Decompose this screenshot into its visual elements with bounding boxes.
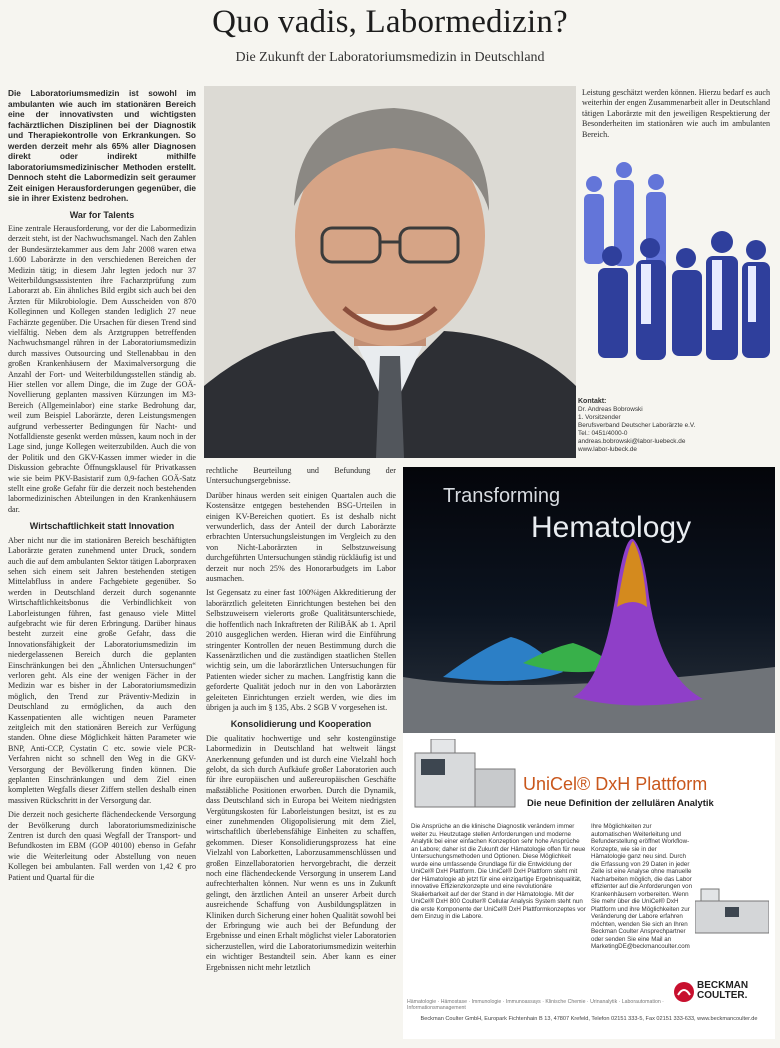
contact-box: [578, 398, 768, 454]
advertisement: [403, 467, 775, 1039]
contact-name: Dr. Andreas Bobrowski: [578, 406, 643, 413]
right-column: [582, 88, 770, 144]
contact-email[interactable]: andreas.bobrowski@labor-luebeck.de: [578, 438, 686, 445]
ad-text-right: Ihre Möglichkeiten zur automatischen Weiterleitung und Befunderstellung eröffnet Workflow-Konzepte, wie sie in der Hämatologie ganz neu sind. Durch die Erfassung von 29 Daten in jeder Zelle ist eine Analyse ohne manuelle Nacharbeiten möglich, die das Labor effizienter auf die Anforderungen von Krankenhäusern vorbereiten. Wenn Sie mehr über die UniCel® DxH Plattform und ihre Möglichkeiten zur Veränderung der Labore erfahren möchten, wenden Sie sich an Ihren Beckman Coulter Ansprechpartner oder senden Sie eine Mail an MarketingDE@beckmancoulter.com: [591, 823, 693, 950]
paragraph-wirtschaftlichkeit-2: Die derzeit noch gesicherte flächendeckende Versorgung der Bevölkerung durch laboratoriumsmedizinische Zentren ist durch den quasi Wegfall der Transport- und Befundkosten im EBM (GOP 40100) ebenso in Gefahr wie die Weiterleitung oder Abstellung von neuen Kollegen bei ambulanten. Fall werden von 1,42 € pro Patient und Quartal für die: [8, 810, 196, 882]
contact-role: 1. Vorsitzender: [578, 414, 621, 421]
paragraph-wirtschaftlichkeit: Aber nicht nur die im stationären Bereich beschäftigten Laborärzte geraten zunehmend unter Druck, sondern auch die auf dem ambulanten Sektor tätigen Laborpraxen sehen sich einem seit Jahren bestehenden stetigen Mittelabfluss in andere Fachgebiete gegenüber. So werden in Deutschland derzeit durch sogenannte Wirtschaftlichkeitsbonus die Verbindlichkeit von Laborleistungen führen, fast genauso viele Mittel aufgebracht wie für deren Erbringung. Darüber hinaus besteht zurzeit eine große Gefahr, dass die Innovationsfähigkeit der Laboratoriumsmedizin im niedergelassenen Bereich durch die geplanten Einschränkungen bei den „Ähnlichen Untersuchungen“ verloren geht. Als eine der wenigen Fächer in der Medizin war es bisher in der Laboratoriumsmedizin möglich, den Trend zur Präventiv-Medizin in Deutschland zu ermöglichen, da auch den Kassenpatienten alle wichtigen neuen Parameter zeitgleich mit den stationären Bereich zur Verfügung standen. Ohne diese Möglichkeit hätten Parameter wie BNP, Anti-CCP, Cystatin C etc. sowie viele PCR-Verfahren nicht so schnell den Weg in die GKV-Versorgung der Bevölkerung finden können. Die geplanten Einschränkungen und dem Ziel einen kompletten Wegfalls dieser Ziffern stellen deshalb einen massiven Rückschritt in der Versorgung dar.: [8, 535, 196, 805]
paragraph-konsolidierung: Die qualitativ hochwertige und sehr kostengünstige Labormedizin in Deutschland hat weltweit längst Anerkennung gefunden und ist durch eine Vielzahl hoch gelobt, da sich durch Aufkäufe großer Laboratorien auch für ihre europäischen und außereuropäischen Geschäfte maßstäbliche Positionen erworben. Durch die Dynamik, dass Deutschland sich in Europa bei Weitem niedrigsten Vergütungskosten für Laborleistungen besitzt, ist es zu einer zunehmenden Oligopolisierung mit dem Ziel, wirtschaftlich überlebensfähige Einheiten zu schaffen, gekommen. Dieser Konsolidierungsprozess hat eine Vielzahl von Laborketten, Laborzusammenschlüssen und großen Einzellaboratorien hervorgebracht, die derzeit noch eine flächendeckende Versorgung in unserem Land aufrechterhalten können. Nur wenn es uns in Zukunft gelingt, den ärztlichen Anteil an unserer Arbeit durch ausreichende Schaffung von Ausbildungsplätzen in Kliniken durch Sicherung einer hohen Qualität sowohl bei der Erbringung wie auch bei der Befundung der Ergebnisse und einen Erhalt möglichst vieler Laboratorien sicherzustellen, wird die Laboratoriumsmedizin weiterhin ein wichtiger Bestandteil sein. Aber kann es einer Ergebnissen nicht mehr letztlich: [206, 733, 396, 972]
ad-lab-line-illustration: [695, 881, 769, 937]
ad-product-name: UniCel® DxH Plattform: [523, 774, 708, 794]
paragraph-right-column: Leistung geschätzt werden können. Hierzu bedarf es auch weiterhin der engen Zusammenarbeit aller in Deutschland tätigen Laborärzte mit den jeweiligen Respektierung der Besonderheiten im stationären wie auch im ambulanten Bereich.: [582, 88, 770, 139]
portrait-photo: [204, 86, 576, 458]
ad-text-left: Die Ansprüche an die klinische Diagnostik verändern immer weiter zu. Heutzutage stellen Anforderungen und moderne Analytik bei einer einfachen Konzeption sehr hohe Ansprüche an Labore; daher ist die Zukunft der Hämatologie offen für neue Untersuchungsmethoden und Optionen. Diese Möglichkeit wurde eine umfassende Grundlage für die Entwicklung der UniCel® DxH Plattform. Die UniCel® DxH Plattform steht mit der Hämatologie ab jetzt für eine einzigartige Ergebnisqualität, innovative Effizienzkonzepte und eine revolutionäre Skalierbarkeit auf der der Stand in der Hämatologie. Mit der UniCel® DxH 800 Coulter® Cellular Analysis System steht nun die erste Komponente der UniCel® DxH Plattformkonzeptes vor dem Einzug in die Labore.: [411, 823, 586, 920]
paragraph-middle-1: rechtliche Beurteilung und Befundung der Untersuchungsergebnisse.: [206, 466, 396, 486]
article-headline: Quo vadis, Labormedizin?: [212, 4, 568, 40]
paragraph-middle-3: Ist Gegensatz zu einer fast 100%igen Akkreditierung der laborärztlich geleiteten Einrichtungen bestehen bei den Selbstzuweisern vielerorts große Qualitätsunterschiede, die hoffentlich nach Inkraftreten der RiliBÄK ab 1. April 2010 ausgeglichen werden. Hieran wird die Einführung stringenter Kontrollen der neuen Bestimmung durch die Kassenärztlichen und die zuständigen staatlichen Stellen wichtig sein, um die laborärztlichen Untersuchungen für Patienten wieder sicher zu machen. Langfristig kann die geforderte Qualität jedoch nur in den von Laborärzten geleiteten Einrichtungen erzielt werden, wie dies im übrigen ja auch im § 135, Abs. 2 SGB V vorgesehen ist.: [206, 588, 396, 712]
contact-organization: Berufsverband Deutscher Laborärzte e.V.: [578, 422, 696, 429]
paragraph-middle-2: Darüber hinaus werden seit einigen Quartalen auch die Kostensätze entgegen bestehenden BSG-Urteilen in einigen KV-Bereichen quotiert. Es ist deshalb nicht verwunderlich, dass der Anteil der durch Laborärzte erbrachten Untersuchungsleistungen im Vergleich zu den von Nicht-Laborärzten in Selbstzuweisung durchgeführten Untersuchungen ständig rückläufig ist und derzeit nur noch 25% des Honorarbudgets im Labor ausmachen.: [206, 490, 396, 584]
ad-hero-image: [403, 467, 775, 733]
paragraph-war-for-talents: Eine zentrale Herausforderung, vor der die Labormedizin derzeit steht, ist der Nachwuchsmangel. Nach den Zahlen der Bundesärztekammer aus dem Jahr 2008 waren etwa 1.600 Laborärzte in den verschiedenen Bereichen der Medizin tätig; in diesem Jahr legten jedoch nur 37 Weiterbildungsassistenten ihre Facharztprüfung zum Laborarzt ab. Ein ähnliches Bild ergibt sich auch bei den Ärzten für Mikrobiologie. Dem Ausscheiden von 870 Kolleginnen und Kollegen standen lediglich 27 neue Fachärzte gegenüber. Die Ursachen für diesen Trend sind vielfältig. Neben dem als Arztgruppen betreffenden Nachwuchsmangel rühren in der Laboratoriumsmedizin durch massives Outsourcing und Stellenabbau in den großen Krankenhäusern der Maximalversorgung die Anzahl der Fort- und Weiterbildungsstellen ständig ab. Hier stellen vor allem Dinge, die im Zuge der GOÄ-Novellierung geplanten massiven Kürzungen im M3-Bereich (Allgemeinlabor) eine starke Bedrohung dar, weil zum Beispiel Laborärzte, deren Leistungsmengen aufgrund verbesserter Bedingungen für Nacht- und Notfalldienste gesenkt werden müssen, kaum noch in der Lage sind, junge Kollegen weiterzubilden. Auch die von der Politik und den GKV-Kassen immer wieder in die Diskussion gebrachte Öffnungsklausel für Privatkassen wie sie beim PKV-Basistarif zum 0,9-fachen GOÄ-Satz stellt eine große Gefahr für die derzeit noch bestehenden labormedizinischen Abteilungen in den Krankenhäusern dar.: [8, 223, 196, 514]
ad-tagline: Die neue Definition der zellulären Analytik: [527, 797, 714, 808]
heading-konsolidierung: Konsolidierung und Kooperation: [230, 719, 372, 730]
analyzer-device-illustration: [411, 739, 521, 811]
ad-footer-address: Beckman Coulter GmbH, Europark Fichtenhain B 13, 47807 Krefeld, Telefon 02151 333-5, Fax 02151 333-633, www.beckmancoulter.de: [420, 1016, 758, 1022]
ad-brand-line2: COULTER.: [697, 990, 748, 1001]
ad-brand-name: [697, 981, 748, 1001]
portrait-illustration: [204, 86, 576, 458]
contact-phone: Tel.: 0451/4000-0: [578, 430, 628, 437]
ad-headline-line1: Transforming: [443, 485, 561, 507]
left-column: [8, 88, 196, 887]
ad-product-categories: Hämatologie · Hämostase · Immunologie · Immunoassays · Klinische Chemie · Urinanalytik · Laborautomation · Informationsmanagement: [407, 999, 664, 1011]
lab-staff-illustration: [576, 140, 772, 410]
middle-column: [206, 466, 396, 977]
contact-label: Kontakt:: [578, 398, 607, 405]
heading-war-for-talents: War for Talents: [69, 209, 135, 220]
lead-paragraph: Die Laboratoriumsmedizin ist sowohl im ambulanten wie auch im stationären Bereich eine der innovativsten und wichtigsten fachärztlichen Disziplinen bei der Diagnostik und Therapiekontrolle von Erkrankungen. So werden derzeit mehr als 65% aller Diagnosen direkt oder indirekt mithilfe laboratoriumsmedizinischer Methoden erstellt. Dennoch steht die Labormedizin seit geraumer Zeit einigen Herausforderungen gegenüber, die sie in ihrer Existenz bedrohen.: [8, 88, 196, 203]
ad-headline-line2: Hematology: [531, 511, 692, 544]
ad-brand-line1: BECKMAN: [697, 980, 749, 991]
article-subheadline: Die Zukunft der Laboratoriumsmedizin in Deutschland: [235, 50, 545, 65]
contact-website[interactable]: www.labor-lubeck.de: [578, 446, 637, 453]
heading-wirtschaftlichkeit: Wirtschaftlichkeit statt Innovation: [29, 521, 175, 532]
